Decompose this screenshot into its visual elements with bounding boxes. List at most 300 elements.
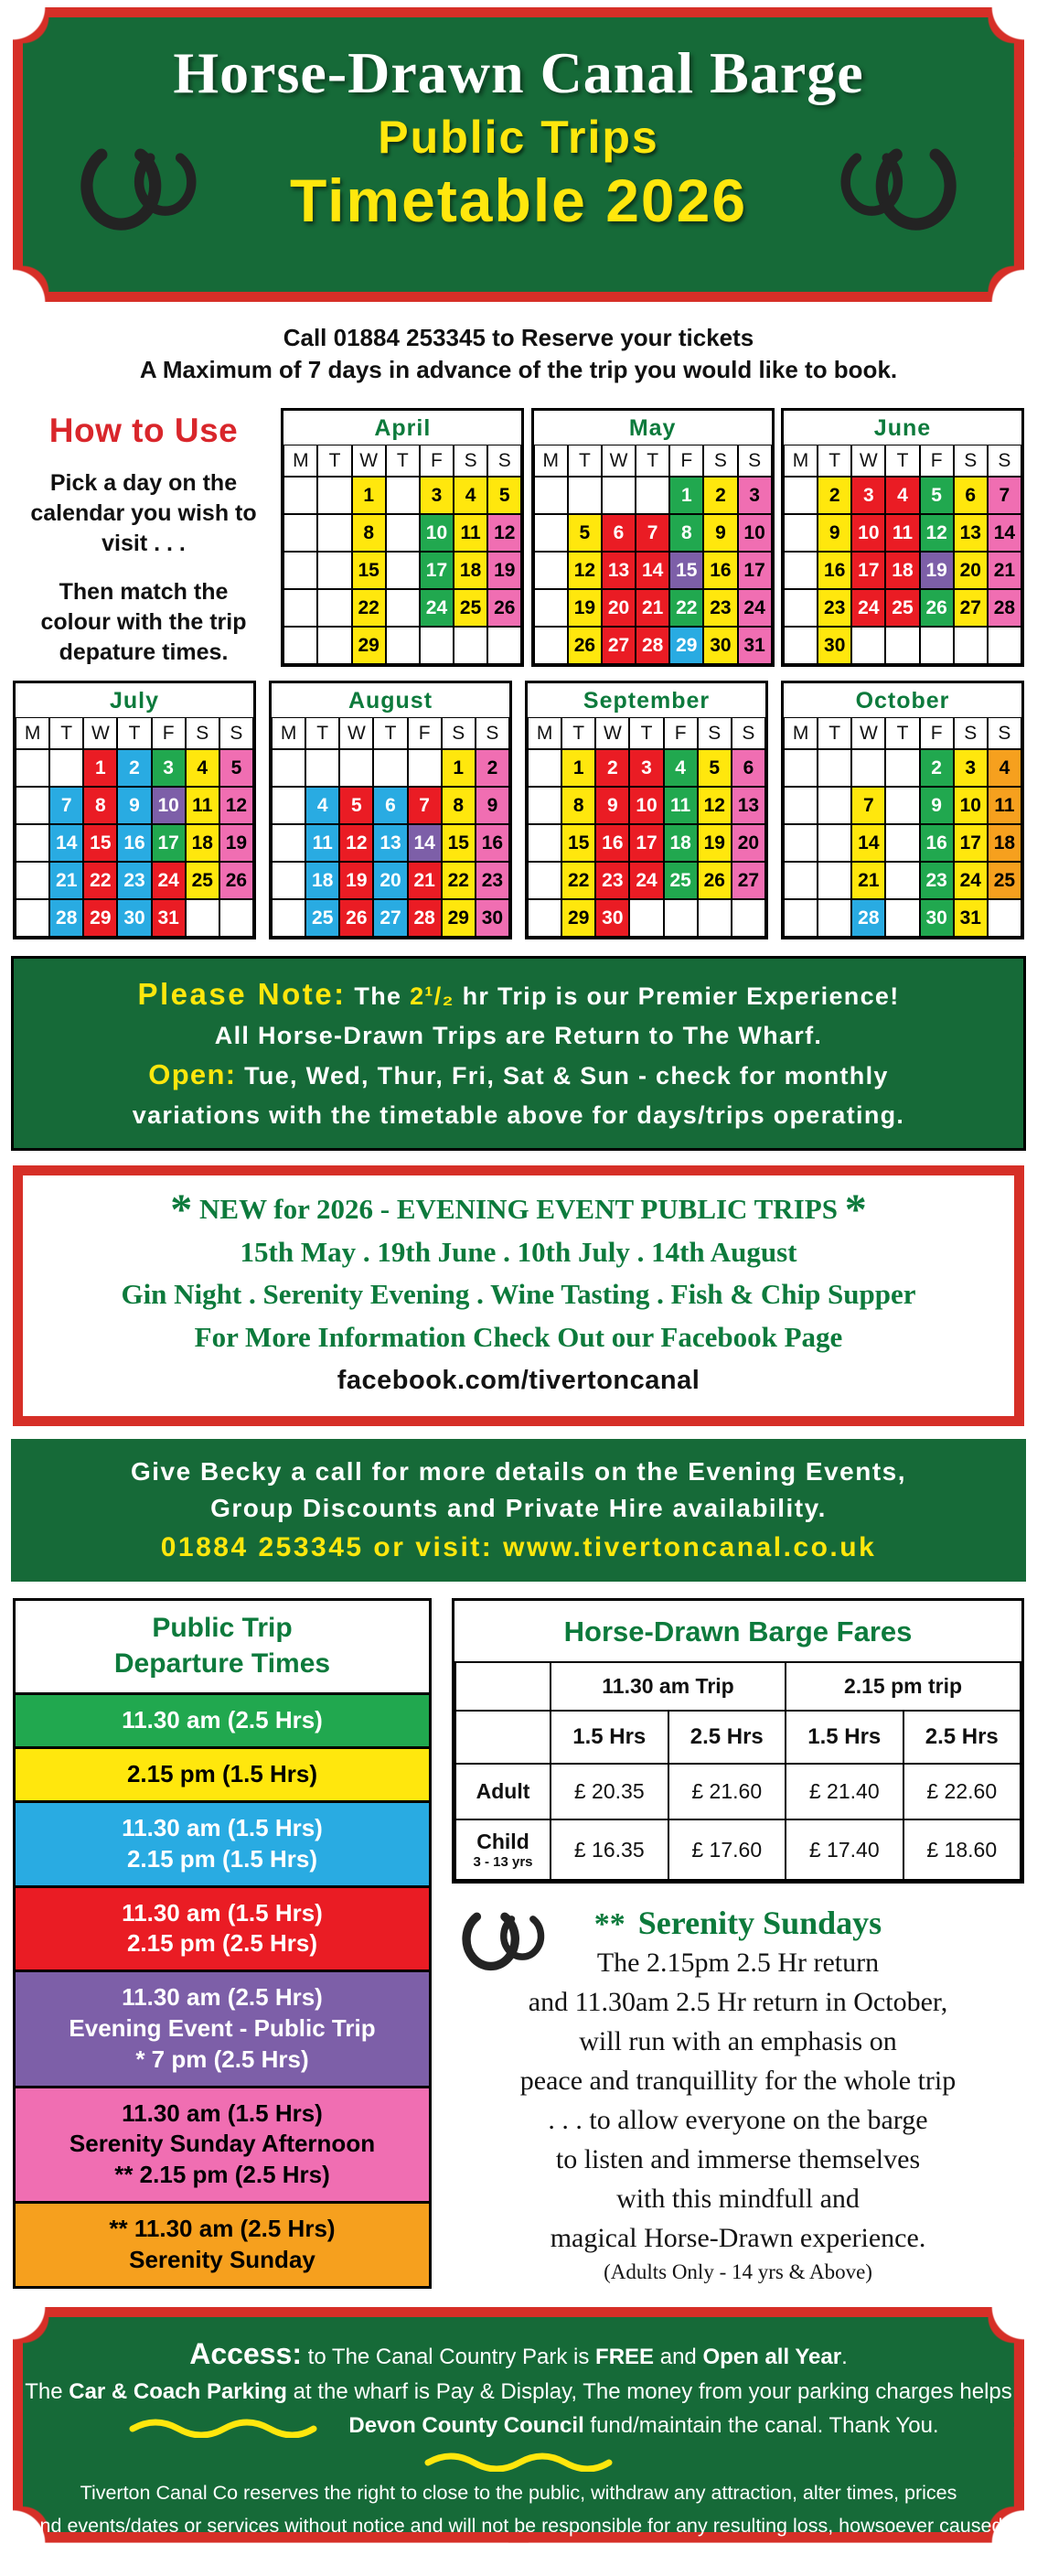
day-letter: T [818, 445, 851, 477]
calendar-day: 24 [152, 862, 186, 899]
calendar-empty-cell [272, 749, 305, 787]
calendar-empty-cell [420, 627, 454, 664]
calendar-day: 3 [851, 477, 885, 514]
serenity-title: Serenity Sundays [637, 1905, 882, 1942]
calendar-day: 30 [595, 899, 629, 937]
day-letter: T [561, 717, 595, 749]
day-letter: W [339, 717, 373, 749]
text-segment: Give Becky a call for more details on the Evening Events, [131, 1456, 906, 1486]
how-to-use [13, 408, 274, 668]
calendar-empty-cell [272, 824, 305, 862]
text-segment: Open: [148, 1058, 237, 1091]
calendar-day: 24 [738, 589, 772, 627]
text-line [452, 2101, 1024, 2141]
calendar-day: 12 [219, 787, 253, 824]
booking-line-1: Call 01884 253345 to Reserve your tickets [283, 324, 754, 351]
calendar-empty-cell [885, 627, 919, 664]
departure-title-line-1: Public Trip [152, 1613, 293, 1644]
calendar-empty-cell [272, 862, 305, 899]
calendar-day: 10 [152, 787, 186, 824]
calendar-empty-cell [534, 514, 568, 552]
departure-row-pink [16, 2086, 429, 2201]
day-letter: T [117, 717, 151, 749]
text-segment: at the wharf is Pay & Display, The money from your parking charges helps [286, 2379, 1012, 2405]
calendar-day: 7 [408, 787, 442, 824]
calendar-day: 25 [988, 862, 1021, 899]
calendar-day: 11 [305, 824, 339, 862]
fares-title: Horse-Drawn Barge Fares [563, 1615, 913, 1648]
calendar-week [534, 514, 772, 552]
text-line [21, 1017, 1016, 1055]
calendar-day: 30 [117, 899, 151, 937]
text-line [28, 1231, 1009, 1274]
calendar-empty-cell [851, 627, 885, 664]
calendar-empty-cell [339, 749, 373, 787]
day-letter: S [988, 717, 1021, 749]
calendar-week [784, 477, 1021, 514]
day-letter: F [664, 717, 698, 749]
text-segment: The 2.15pm 2.5 Hr return [596, 1948, 880, 1979]
calendar-empty-cell [454, 627, 487, 664]
text-segment: Gin Night . Serenity Evening . Wine Tasting . Fish & Chip Supper [121, 1278, 916, 1311]
text-segment: fund/maintain the canal. Thank You. [583, 2412, 939, 2438]
calendar-day: 28 [988, 589, 1021, 627]
calendar-day-headers [534, 445, 772, 477]
calendar-day: 2 [117, 749, 151, 787]
footer-plaque [13, 2307, 1024, 2571]
departure-time-line: 11.30 am (1.5 Hrs) [122, 2098, 323, 2127]
day-letter: M [784, 717, 818, 749]
calendar-day: 23 [818, 589, 851, 627]
calendar-day: 2 [476, 749, 509, 787]
calendar-empty-cell [49, 749, 83, 787]
calendar-day: 7 [988, 477, 1021, 514]
serenity-sundays [452, 1904, 1024, 2283]
calendar-empty-cell [528, 862, 561, 899]
text-segment: will run with an emphasis on [579, 2026, 897, 2057]
day-letter: T [818, 717, 851, 749]
calendar-day: 5 [568, 514, 602, 552]
booking-info [0, 322, 1037, 386]
calendar-day: 23 [117, 862, 151, 899]
calendar-empty-cell [408, 749, 442, 787]
calendar-empty-cell [885, 787, 919, 824]
calendar-empty-cell [528, 899, 561, 937]
calendar-day: 2 [595, 749, 629, 787]
day-letter: M [528, 717, 561, 749]
departure-time-line: 11.30 am (2.5 Hrs) [122, 1706, 323, 1734]
day-letter: F [920, 445, 954, 477]
calendar-week [528, 787, 765, 824]
horseshoe-icon [831, 123, 967, 244]
text-segment: magical Horse-Drawn experience. [550, 2222, 926, 2253]
calendar-day: 27 [373, 899, 407, 937]
calendar-section [0, 408, 1037, 939]
calendar-day: 26 [920, 589, 954, 627]
day-letter: W [352, 445, 386, 477]
calendar-day: 4 [305, 787, 339, 824]
fares-duration-header: 1.5 Hrs [551, 1711, 668, 1764]
calendar-week [784, 787, 1021, 824]
text-line [28, 1186, 1009, 1235]
calendar-week [534, 589, 772, 627]
calendar-month-title: May [628, 415, 677, 442]
text-segment: The [346, 982, 411, 1011]
calendar-day: 18 [988, 824, 1021, 862]
calendar-empty-cell [784, 477, 818, 514]
calendar-empty-cell [186, 899, 219, 937]
departure-time-line: ** 2.15 pm (2.5 Hrs) [114, 2161, 330, 2189]
calendar-week [272, 862, 509, 899]
calendar-day: 10 [420, 514, 454, 552]
calendar-month-title: June [873, 415, 932, 442]
calendar-day: 30 [476, 899, 509, 937]
calendar-day: 16 [818, 552, 851, 589]
text-line [28, 1316, 1009, 1359]
calendar-day: 10 [738, 514, 772, 552]
calendar-empty-cell [16, 787, 49, 824]
calendar-day: 19 [920, 552, 954, 589]
calendar-day: 7 [49, 787, 83, 824]
calendar-day: 13 [954, 514, 988, 552]
calendar-empty-cell [487, 627, 521, 664]
fare-value: £ 17.60 [668, 1819, 786, 1880]
calendar-day: 22 [352, 589, 386, 627]
how-to-use-title: How to Use [48, 412, 239, 450]
calendar-day: 26 [568, 627, 602, 664]
departure-row-green [16, 1692, 429, 1746]
calendar-day: 21 [851, 862, 885, 899]
calendar-day-headers [283, 445, 521, 477]
calendar-day: 3 [152, 749, 186, 787]
calendar-day: 1 [561, 749, 595, 787]
calendar-day: 24 [420, 589, 454, 627]
calendar-day: 11 [988, 787, 1021, 824]
calendar-day: 15 [352, 552, 386, 589]
calendar-day: 9 [117, 787, 151, 824]
calendar-day: 5 [487, 477, 521, 514]
calendar-empty-cell [386, 589, 420, 627]
text-segment: Tiverton Canal Co reserves the right to close to the public, withdraw any attraction, alter times, prices [80, 2481, 957, 2504]
fares-group-header: 2.15 pm trip [786, 1662, 1021, 1711]
day-letter: T [305, 717, 339, 749]
calendar-empty-cell [534, 589, 568, 627]
departure-time-line: * 7 pm (2.5 Hrs) [135, 2045, 309, 2073]
calendar-day: 3 [629, 749, 663, 787]
calendar-day-headers [16, 717, 253, 749]
calendar-week [16, 899, 253, 937]
calendar-day: 23 [703, 589, 737, 627]
calendar-day: 28 [636, 627, 669, 664]
timetable-poster [0, 7, 1037, 2571]
calendar-empty-cell [386, 552, 420, 589]
calendar-day: 21 [636, 589, 669, 627]
calendar-empty-cell [784, 627, 818, 664]
calendar-week [283, 514, 521, 552]
text-line [23, 2476, 1014, 2509]
fares-duration-header: 1.5 Hrs [786, 1711, 903, 1764]
calendar-empty-cell [784, 552, 818, 589]
calendar-day: 21 [988, 552, 1021, 589]
calendar-day: 5 [920, 477, 954, 514]
serenity-heading [452, 1904, 1024, 1942]
calendar-day: 13 [373, 824, 407, 862]
calendar-day: 10 [629, 787, 663, 824]
departure-row-purple [16, 1970, 429, 2085]
day-letter: S [988, 445, 1021, 477]
calendar-empty-cell [317, 552, 351, 589]
calendar-day: 5 [698, 749, 732, 787]
calendar-day: 12 [339, 824, 373, 862]
fares-group-header: 11.30 am Trip [551, 1662, 786, 1711]
calendar-september [525, 681, 768, 939]
calendar-empty-cell [920, 627, 954, 664]
fares-duration-header: 2.5 Hrs [903, 1711, 1021, 1764]
calendar-empty-cell [219, 899, 253, 937]
calendar-day: 17 [420, 552, 454, 589]
text-segment: to The Canal Country Park is [301, 2344, 596, 2369]
text-line [452, 2062, 1024, 2101]
calendar-empty-cell [534, 477, 568, 514]
calendar-week [534, 552, 772, 589]
calendar-day: 21 [408, 862, 442, 899]
calendar-empty-cell [528, 749, 561, 787]
calendar-day: 5 [219, 749, 253, 787]
calendar-day: 25 [454, 589, 487, 627]
text-segment: Car & Coach Parking [69, 2379, 287, 2405]
right-column [452, 1598, 1024, 2283]
calendar-empty-cell [16, 899, 49, 937]
evening-events-box [13, 1165, 1024, 1426]
departure-time-line: Evening Event - Public Trip [69, 2013, 376, 2042]
calendar-day: 27 [732, 862, 765, 899]
calendar-empty-cell [528, 787, 561, 824]
calendar-day: 26 [339, 899, 373, 937]
text-line [28, 1358, 1009, 1401]
calendar-day: 18 [305, 862, 339, 899]
wavy-line-icon [122, 2414, 325, 2438]
calendar-week [534, 477, 772, 514]
calendar-day: 2 [818, 477, 851, 514]
day-letter: M [283, 445, 317, 477]
calendar-day: 27 [954, 589, 988, 627]
calendar-day: 23 [920, 862, 954, 899]
calendar-empty-cell [784, 787, 818, 824]
calendar-day: 25 [885, 589, 919, 627]
calendar-week [283, 477, 521, 514]
text-segment: and [654, 2344, 703, 2369]
calendar-empty-cell [317, 514, 351, 552]
calendar-day: 4 [885, 477, 919, 514]
spacer-cell [455, 1662, 551, 1711]
calendar-empty-cell [818, 749, 851, 787]
departure-title-line-2: Departure Times [113, 1648, 331, 1680]
calendar-month-title: September [583, 688, 711, 714]
text-segment: . [841, 2344, 848, 2369]
calendar-april [281, 408, 524, 667]
day-letter: S [454, 445, 487, 477]
calendar-day: 9 [703, 514, 737, 552]
day-letter: S [738, 445, 772, 477]
calendar-day: 6 [373, 787, 407, 824]
day-letter: S [954, 717, 988, 749]
text-line [452, 1983, 1024, 2023]
calendar-day: 28 [49, 899, 83, 937]
calendar-week [784, 627, 1021, 664]
calendar-day: 6 [732, 749, 765, 787]
text-segment: FREE [595, 2344, 655, 2369]
calendar-day: 17 [738, 552, 772, 589]
calendar-day: 15 [669, 552, 703, 589]
day-letter: S [186, 717, 219, 749]
day-letter: W [602, 445, 636, 477]
poster-title: Horse-Drawn Canal Barge [173, 40, 864, 105]
text-segment: Devon County Council [348, 2412, 584, 2438]
calendar-day: 6 [602, 514, 636, 552]
calendar-empty-cell [386, 477, 420, 514]
calendar-empty-cell [818, 862, 851, 899]
departure-row-blue [16, 1800, 429, 1885]
day-letter: S [442, 717, 476, 749]
text-line [23, 2543, 1014, 2576]
calendar-empty-cell [272, 899, 305, 937]
calendar-empty-cell [784, 514, 818, 552]
calendar-day: 14 [408, 824, 442, 862]
text-segment: . . . to allow everyone on the barge [548, 2104, 928, 2135]
calendar-week [784, 899, 1021, 937]
calendar-empty-cell [386, 627, 420, 664]
calendar-empty-cell [16, 824, 49, 862]
calendar-day: 9 [476, 787, 509, 824]
calendar-day: 30 [818, 627, 851, 664]
text-segment: peace and tranquillity for the whole trip [519, 2066, 957, 2097]
departure-time-line: 2.15 pm (1.5 Hrs) [126, 1844, 318, 1873]
calendar-day-headers [784, 445, 1021, 477]
calendar-day: 26 [487, 589, 521, 627]
booking-line-2: A Maximum of 7 days in advance of the trip you would like to book. [139, 356, 898, 384]
departure-time-line: 2.15 pm (2.5 Hrs) [126, 1929, 318, 1958]
fares-row-label: Adult [455, 1764, 551, 1819]
text-segment: and events/dates or services without notice and will not be responsible for any resulting loss, howsoever caused. [28, 2515, 1009, 2538]
text-segment: hr Trip is our Premier Experience! [454, 982, 900, 1011]
calendar-empty-cell [602, 477, 636, 514]
calendar-day-headers [272, 717, 509, 749]
departure-row-red [16, 1885, 429, 1970]
how-to-use-paragraph: Then match the colour with the trip depature times. [40, 579, 247, 666]
calendar-empty-cell [534, 627, 568, 664]
day-letter: S [219, 717, 253, 749]
calendar-day: 4 [186, 749, 219, 787]
calendar-day: 12 [568, 552, 602, 589]
calendar-day: 15 [561, 824, 595, 862]
calendar-week [16, 787, 253, 824]
day-letter: S [703, 445, 737, 477]
fares-row [455, 1819, 1021, 1880]
calendar-day: 12 [487, 514, 521, 552]
text-line [21, 1054, 1016, 1097]
calendar-day: 17 [629, 824, 663, 862]
calendar-day: 8 [83, 787, 117, 824]
departure-times-title [16, 1601, 429, 1692]
calendar-day: 16 [476, 824, 509, 862]
departure-row-yellow [16, 1746, 429, 1800]
calendar-day: 8 [561, 787, 595, 824]
text-line [28, 1273, 1009, 1316]
calendar-day: 22 [669, 589, 703, 627]
day-letter: F [920, 717, 954, 749]
text-line [16, 1528, 1021, 1568]
calendar-week [283, 589, 521, 627]
calendar-week [528, 824, 765, 862]
calendar-empty-cell [317, 477, 351, 514]
text-segment: Open all Year [702, 2344, 842, 2369]
calendar-empty-cell [885, 899, 919, 937]
day-letter: T [373, 717, 407, 749]
calendar-day: 13 [602, 552, 636, 589]
calendar-week [16, 749, 253, 787]
calendar-day: 9 [920, 787, 954, 824]
calendar-day: 12 [698, 787, 732, 824]
calendar-empty-cell [534, 552, 568, 589]
calendar-empty-cell [373, 749, 407, 787]
day-letter: T [885, 717, 919, 749]
calendar-empty-cell [784, 862, 818, 899]
calendar-may [531, 408, 775, 667]
departure-time-line: ** 11.30 am (2.5 Hrs) [109, 2214, 336, 2242]
calendar-week [16, 824, 253, 862]
calendar-month-title: July [109, 688, 160, 714]
day-letter: T [636, 445, 669, 477]
bottom-section [13, 1598, 1024, 2288]
text-line [23, 2332, 1014, 2377]
day-letter: T [885, 445, 919, 477]
text-line [452, 2141, 1024, 2180]
calendar-day: 29 [442, 899, 476, 937]
calendar-day: 18 [885, 552, 919, 589]
contact-banner [11, 1439, 1026, 1583]
calendar-day: 10 [851, 514, 885, 552]
calendar-empty-cell [818, 899, 851, 937]
calendar-empty-cell [16, 749, 49, 787]
departure-time-line: Serenity Sunday [129, 2245, 315, 2273]
calendar-day: 20 [954, 552, 988, 589]
fare-value: £ 21.60 [668, 1764, 786, 1819]
calendar-day: 26 [698, 862, 732, 899]
text-segment: 2¹/₂ [410, 982, 454, 1011]
text-line [21, 971, 1016, 1017]
serenity-text [452, 1944, 1024, 2258]
calendar-empty-cell [664, 899, 698, 937]
calendar-day: 22 [561, 862, 595, 899]
calendar-empty-cell [283, 477, 317, 514]
calendar-empty-cell [305, 749, 339, 787]
text-segment: and 11.30am 2.5 Hr return in October, [528, 1987, 948, 2018]
text-segment: For More Information Check Out our Facebook Page [194, 1320, 843, 1353]
footer-text [23, 2332, 1014, 2576]
calendar-day-headers [784, 717, 1021, 749]
text-segment: 01884 253345 or visit: www.tivertoncanal.co.uk [160, 1531, 877, 1562]
calendar-day: 30 [703, 627, 737, 664]
calendar-day: 2 [920, 749, 954, 787]
poster-subtitle-timetable: Timetable 2026 [289, 166, 748, 234]
calendar-day: 28 [851, 899, 885, 937]
calendar-day: 3 [738, 477, 772, 514]
spacer-cell [455, 1711, 551, 1764]
calendar-day: 31 [738, 627, 772, 664]
calendar-day: 19 [219, 824, 253, 862]
calendar-day: 6 [954, 477, 988, 514]
calendar-empty-cell [988, 899, 1021, 937]
